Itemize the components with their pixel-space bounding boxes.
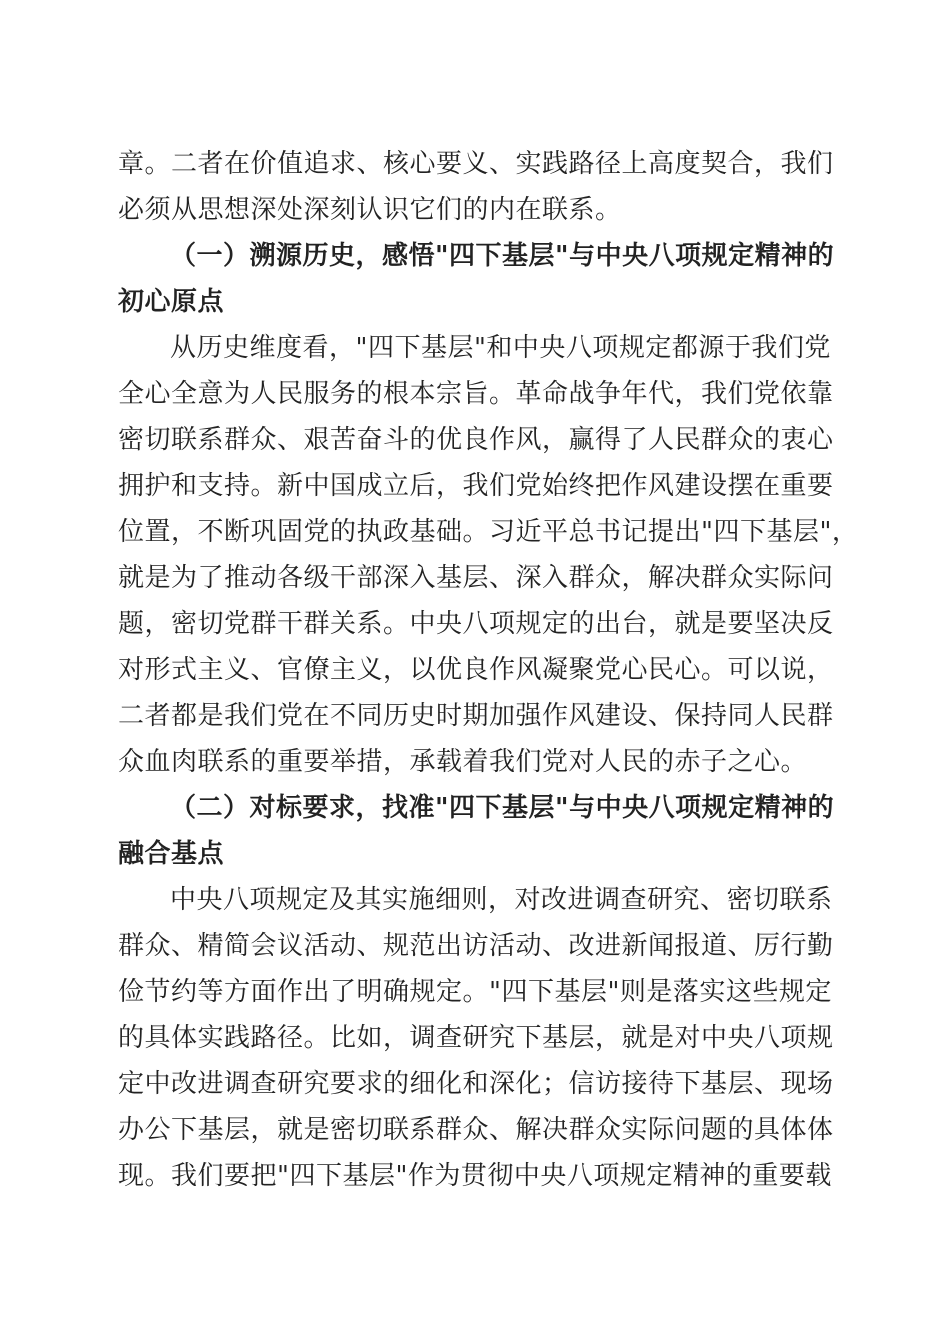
body-line: 俭节约等方面作出了明确规定。"四下基层"则是落实这些规定 (118, 977, 832, 1007)
body-line: 拥护和支持。新中国成立后，我们党始终把作风建设摆在重要 (118, 471, 834, 501)
body-line: 群众、精简会议活动、规范出访活动、改进新闻报道、厉行勤 (118, 931, 834, 961)
body-line: 办公下基层，就是密切联系群众、解决群众实际问题的具体体 (118, 1115, 834, 1145)
section-heading-1-cont: 初心原点 (118, 287, 225, 317)
body-line: 就是为了推动各级干部深入基层、深入群众，解决群众实际问 (118, 563, 834, 593)
body-line: 题，密切党群干群关系。中央八项规定的出台，就是要坚决反 (118, 609, 834, 639)
body-line: 位置，不断巩固党的执政基础。习近平总书记提出"四下基层"， (118, 517, 859, 547)
body-line: 全心全意为人民服务的根本宗旨。革命战争年代，我们党依靠 (118, 379, 834, 409)
body-line: 密切联系群众、艰苦奋斗的优良作风，赢得了人民群众的衷心 (118, 425, 834, 455)
body-line: 章。二者在价值追求、核心要义、实践路径上高度契合，我们 (118, 149, 834, 179)
section-heading-1: （一）溯源历史，感悟"四下基层"与中央八项规定精神的 (170, 241, 835, 271)
body-line: 现。我们要把"四下基层"作为贯彻中央八项规定精神的重要载 (118, 1161, 832, 1191)
body-line: 从历史维度看，"四下基层"和中央八项规定都源于我们党 (170, 333, 831, 363)
body-line: 二者都是我们党在不同历史时期加强作风建设、保持同人民群 (118, 701, 834, 731)
body-line: 众血肉联系的重要举措，承载着我们党对人民的赤子之心。 (118, 747, 808, 777)
section-heading-2: （二）对标要求，找准"四下基层"与中央八项规定精神的 (170, 793, 835, 823)
body-line: 定中改进调查研究要求的细化和深化；信访接待下基层、现场 (118, 1069, 834, 1099)
body-line: 必须从思想深处深刻认识它们的内在联系。 (118, 195, 622, 225)
body-line: 中央八项规定及其实施细则，对改进调查研究、密切联系 (170, 885, 833, 915)
body-line: 的具体实践路径。比如，调查研究下基层，就是对中央八项规 (118, 1023, 834, 1053)
section-heading-2-cont: 融合基点 (118, 839, 225, 869)
body-line: 对形式主义、官僚主义，以优良作风凝聚党心民心。可以说， (118, 655, 834, 685)
